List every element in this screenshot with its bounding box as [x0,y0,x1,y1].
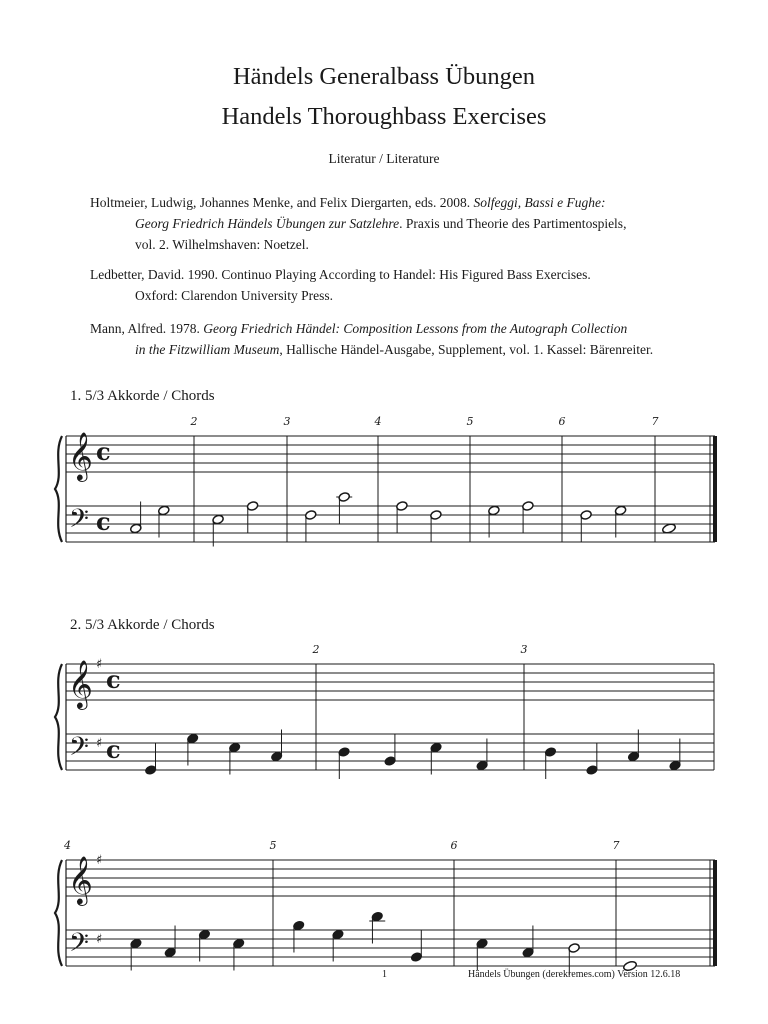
exercise-1-heading: 1. 5/3 Akkorde / Chords [70,388,215,404]
measure-number: 5 [466,415,474,428]
ref-title: Georg Friedrich Händels Übungen zur Satzlehre [135,216,400,231]
measure-number: 6 [558,415,566,428]
page-title: Händels Generalbass Übungen [232,63,536,90]
page-subtitle: Handels Thoroughbass Exercises [221,103,547,130]
footer-credit: Händels Übungen (derekremes.com) Version 12.6.18 [468,969,681,980]
common-time-icon: c [96,507,111,536]
brace [55,860,62,966]
ref-title: Solfeggi, Bassi e Fughe: [473,195,606,210]
key-signature-sharp-icon: ♯ [96,657,103,672]
treble-clef-icon: 𝄞 [68,659,93,708]
measure-number: 7 [612,839,620,852]
common-time-icon: c [96,437,111,466]
ref-text: Ledbetter, David. 1990. Continuo Playing According to Handel: His Figured Bass Exercises. [90,267,591,282]
measure-number: 3 [283,415,291,428]
ref-continuation: vol. 2. Wilhelmshaven: Noetzel. [135,237,309,252]
ref-continuation: Oxford: Clarendon University Press. [135,288,333,303]
brace [55,664,62,770]
bass-clef-icon: 𝄢 [69,732,89,768]
page-number: 1 [382,969,387,980]
bass-clef-icon: 𝄢 [69,504,89,540]
measure-number: 3 [520,643,528,656]
brace [55,436,62,542]
key-signature-sharp-icon: ♯ [96,853,103,868]
measure-number: 4 [374,415,382,428]
ref-text: . Praxis und Theorie des Partimentospiels, [399,216,627,231]
bass-clef-icon: 𝄢 [69,928,89,964]
common-time-icon: c [106,665,121,694]
treble-clef-icon: 𝄞 [68,855,93,904]
key-signature-sharp-icon: ♯ [96,736,103,751]
measure-number: 2 [190,415,198,428]
treble-clef-icon: 𝄞 [68,431,93,480]
measure-number: 5 [269,839,277,852]
ref-text: Holtmeier, Ludwig, Johannes Menke, and Felix Diergarten, eds. 2008. [90,195,474,210]
ref-text: Mann, Alfred. 1978. [90,321,204,336]
literature-heading: Literatur / Literature [328,151,440,166]
ref-title: Georg Friedrich Händel: Composition Lessons from the Autograph Collection [203,321,628,336]
common-time-icon: c [106,735,121,764]
exercise-2-heading: 2. 5/3 Akkorde / Chords [70,617,215,633]
measure-number: 7 [651,415,659,428]
measure-number: 4 [64,839,71,852]
ref-text: , Hallische Händel-Ausgabe, Supplement, vol. 1. Kassel: Bärenreiter. [279,342,654,357]
ref-title: in the Fitzwilliam Museum [135,342,280,357]
measure-number: 6 [450,839,458,852]
key-signature-sharp-icon: ♯ [96,932,103,947]
measure-number: 2 [312,643,320,656]
